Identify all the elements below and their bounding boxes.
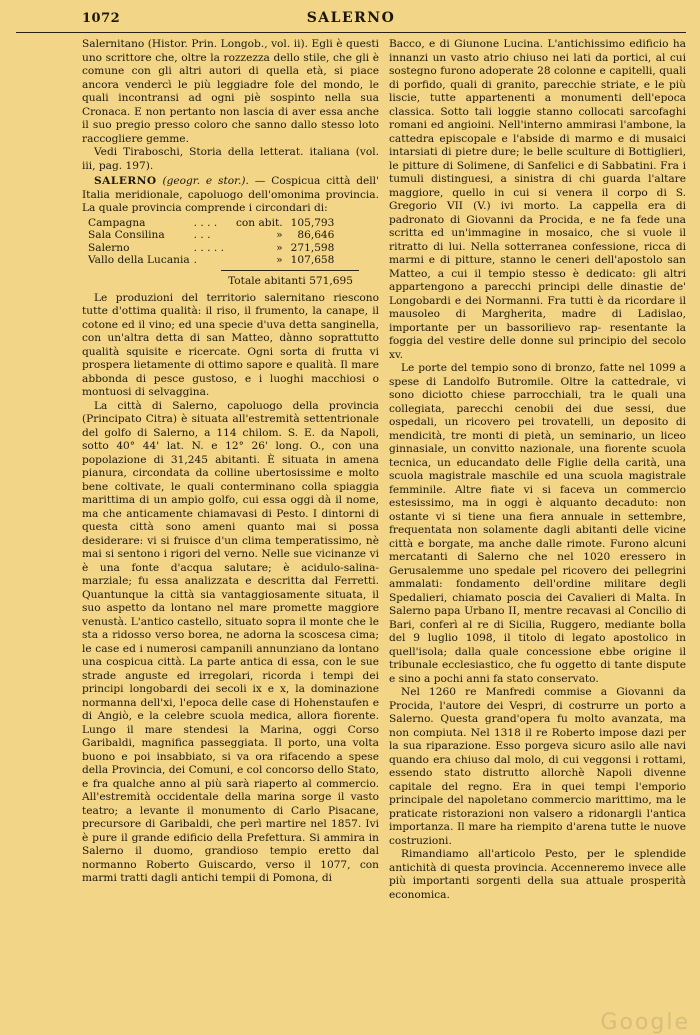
entry-intro: — Cospicua città dell' Italia meridionale, capoluogo dell'omonima provincia. La quale provincia comprende i circondari di: <box>82 175 379 214</box>
ditto-mark: » <box>276 229 283 242</box>
total-label: Totale abitanti <box>228 274 306 287</box>
leader-dots: . . . <box>193 229 211 242</box>
total-value: 571,695 <box>309 274 353 287</box>
district-population: 105,793 <box>290 216 335 229</box>
two-column-body <box>16 38 686 902</box>
leader-dots: . <box>193 254 198 267</box>
paragraph-institutions: Le porte del tempio sono di bronzo, fatte nel 1099 a spese di Landolfo Butromile. Oltre la cattedrale, vi sono diciotto chiese parrocchiali, tra le quali una collegiata, parecchi cenobii dei due sessi, due ospedali, un ricovero pei trovatelli, un deposito di mendicità, tre monti di pietà, un seminario, un liceo ginnasiale, un convitto nazionale, una fiorente scuola tecnica, un educandato delle Figlie della carità, una scuola magistrale maschile ed una scuola magistrale femminile. Altre fiate vi si faceva un commercio estesissimo, ma in oggi è alquanto decaduto: non ostante vi si tiene una fiera annuale in settembre, frequentata non solamente dagli abitanti delle vicine città e borgate, ma anche dalle rimote. Furono alcuni mercatanti di Salerno che nel 1020 eressero in Gerusalemme uno spedale pel ricovero dei pellegrini ammalati: fondamento dell'ordine militare degli Spedalieri, chiamato poscia dei Cavalieri di Malta. In Salerno papa Urbano II, mentre recavasi al Concilio di Bari, conferì al re di Sicilia, Ruggero, mediante bolla del 9 luglio 1098, il titolo di legato apostolico in quell'isola; dalla quale concessione ebbe origine il tribunale ecclesiastico, che fu oggetto di tante dispute e sino a pochi anni fa stato conservato. <box>389 362 686 685</box>
paragraph-city: La città di Salerno, capoluogo della provincia (Principato Citra) è situata all'estremità settentrionale del golfo di Salerno, a 114 chilom. S. E. da Napoli, sotto 40° 44' lat. N. e 12° 26' long. O., con una popolazione di 31,245 abitanti. È situata in amena pianura, circondata da colline ubertosissime e molto bene coltivate, le quali conterminano colla spiaggia marittima di un ampio golfo, cui essa oggi dà il nome, ma che anticamente chiamavasi di Pesto. I dintorni di questa città sono ameni quanto mai si possa desiderare: vi si fruisce d'un clima temperatissimo, nè mai si sentono i rigori del verno. Nelle sue vicinanze vi è una fonte d'acqua salutare; è acidulo-salina-marziale; fu essa analizzata e descritta dal Ferretti. Quantunque la città sia vantaggiosamente situata, il suo aspetto da lontano nel mare promette maggiore venustà. L'antico castello, situato sopra il monte che le sta a ridosso verso borea, ne adorna la scoscesa cima; le case ed i numerosi campanili annunziano da lontano una cospicua città. La parte antica di essa, con le sue strade anguste ed irregolari, ricorda i tempi dei principi longobardi dei secoli ix e x, la dominazione normanna dell'xi, l'epoca delle case di Hohenstaufen e di Angiò, e la celebre scuola medica, allora fiorente. Lungo il mare stendesi la Marina, oggi Corso Garibaldi, magnifica passeggiata. Il porto, una volta buono e poi insabbiato, si va ora rifacendo a spese della Provincia, dei Comuni, e col concorso dello Stato, e fra qualche anno al più sarà riaperto al commercio. All'estremità occidentale della marina sorge il vasto teatro; a levante il monumento di Carlo Pisacane, precursore di Garibaldi, che perì martire nel 1857. Ivi è pure il grande edificio della Prefettura. Si ammira in Salerno il duomo, grandioso tempio eretto dal normanno Roberto Guiscardo, verso il 1077, con marmi tratti dagli antichi tempii di Pomona, di <box>82 399 379 885</box>
district-name: Salerno <box>88 241 130 254</box>
paragraph-cathedral: Bacco, e di Giunone Lucina. L'antichissimo edificio ha innanzi un vasto atrio chiuso nei lati da portici, al cui sostegno furono adoperate 28 colonne e capitelli, quali di porfido, quali di granito, parecchie striate, e le più liscie, tutte appartenenti a monumenti dell'epoca classica. Sotto tali loggie stanno collocati sarcofaghi romani ed angioini. Nell'interno ammirasi l'ambone, la cattedra episcopale e l'abside di marmo e di musaici intarsiati di pietre dure; le belle sculture di Bottiglieri, le pitture di Solimene, di Sanfelici e di Sabbatini. Fra i tumuli distinguesi, a sinistra di chi guarda l'altare maggiore, quello in cui si venera il corpo di S. Gregorio VII (V.) ivi morto. La cappella era di padronato di Giovanni da Procida, e ne fa fede una scritta ed un'immagine in mosaico, che si vuole il ritratto di lui. Nella sotterranea confessione, ricca di marmi e di pitture, stanno le ceneri dell'apostolo san Matteo, a cui il tempio stesso è dedicato: gli altri appartengono a parecchi principi delle dinastie de' Longobardi e dei Normanni. Fra tutti è da ricordare il mausoleo di Margherita, madre di Ladislao, importante per un bassorilievo rap- resentante la foggia del vestire delle donne sul principio del secolo xv. <box>389 38 686 361</box>
ditto-mark: » <box>276 254 283 267</box>
bibliographic-reference: Vedi Tiraboschi, Storia della letterat. italiana (vol. iii, pag. 197). <box>82 146 379 172</box>
paragraph-port: Nel 1260 re Manfredi commise a Giovanni da Procida, l'autore dei Vespri, di costrurre un porto a Salerno. Questa grand'opera fu molto avanzata, ma non compiuta. Nel 1318 il re Roberto impose dazi per la sua riparazione. Esso porgeva sicuro asilo alle navi quando era chiuso dal molo, di cui veggonsi i rottami, essendo stato distrutto allorchè Napoli divenne capitale del regno. Era in quei tempi l'emporio principale del napoletano commercio marittimo, ma le praticate ristorazioni non valsero a ridonargli l'antica importanza. Il mare ha riempito d'arena tutte le nuove costruzioni. <box>389 686 686 847</box>
entry-salerno <box>82 175 379 216</box>
leader-dots: . . . . . <box>193 241 224 254</box>
paragraph-continuation: Salernitano (Histor. Prin. Longob., vol. ii). Egli è questi uno scrittore che, oltre la rozzezza dello stile, che gli è comune con gli altri autori di quella età, si piace ancora vendercì le più leggiadre fole del mondo, le quali incontransi ad ogni piè sospinto nella sua Cronaca. E non pertanto non lascia di aver essa anche il suo pregio presso coloro che sanno dallo stesso loto raccogliere gemme. <box>82 38 379 145</box>
district-population: 86,646 <box>297 229 335 242</box>
left-column <box>16 38 379 902</box>
district-population: 107,658 <box>290 254 335 267</box>
district-name: Sala Consilina <box>88 229 165 242</box>
paragraph-closing: Rimandiamo all'articolo Pesto, per le splendide antichità di questa provincia. Accenneremo invece alle più importanti sorgenti della sua attuale prosperità economica. <box>389 848 686 901</box>
total-rule <box>221 270 359 271</box>
ditto-mark: con abit. <box>235 216 283 229</box>
page-number: 1072 <box>82 11 121 26</box>
table-row <box>88 254 338 267</box>
running-title: SALERNO <box>306 10 396 26</box>
leader-dots: . . . . <box>193 216 218 229</box>
table-row <box>88 217 338 230</box>
entry-tag: (geogr. e stor.). <box>162 175 249 187</box>
districts-table <box>88 217 338 267</box>
district-population: 271,598 <box>290 241 335 254</box>
table-row <box>88 229 338 242</box>
paragraph-produce: Le produzioni del territorio salernitano riescono tutte d'ottima qualità: il riso, il frumento, la canape, il cotone ed il vino; ed una specie d'uva detta sanginella, con un'altra detta di san Matteo, dànno soprattutto qualità squisite e ricercate. Ogni sorta di frutta vi prospera lietamente di ottimo sapore e qualità. Il mare abbonda di pesce gustoso, e i luoghi macchiosi o montuosi di selvaggina. <box>82 291 379 399</box>
table-row <box>88 242 338 255</box>
right-column <box>389 38 686 902</box>
google-watermark: Google <box>600 1010 690 1035</box>
district-name: Campagna <box>88 216 146 229</box>
entry-headword: SALERNO <box>94 175 157 187</box>
page-header <box>16 10 686 33</box>
population-total <box>82 275 379 287</box>
ditto-mark: » <box>276 241 283 254</box>
district-name: Vallo della Lucania <box>88 254 190 267</box>
